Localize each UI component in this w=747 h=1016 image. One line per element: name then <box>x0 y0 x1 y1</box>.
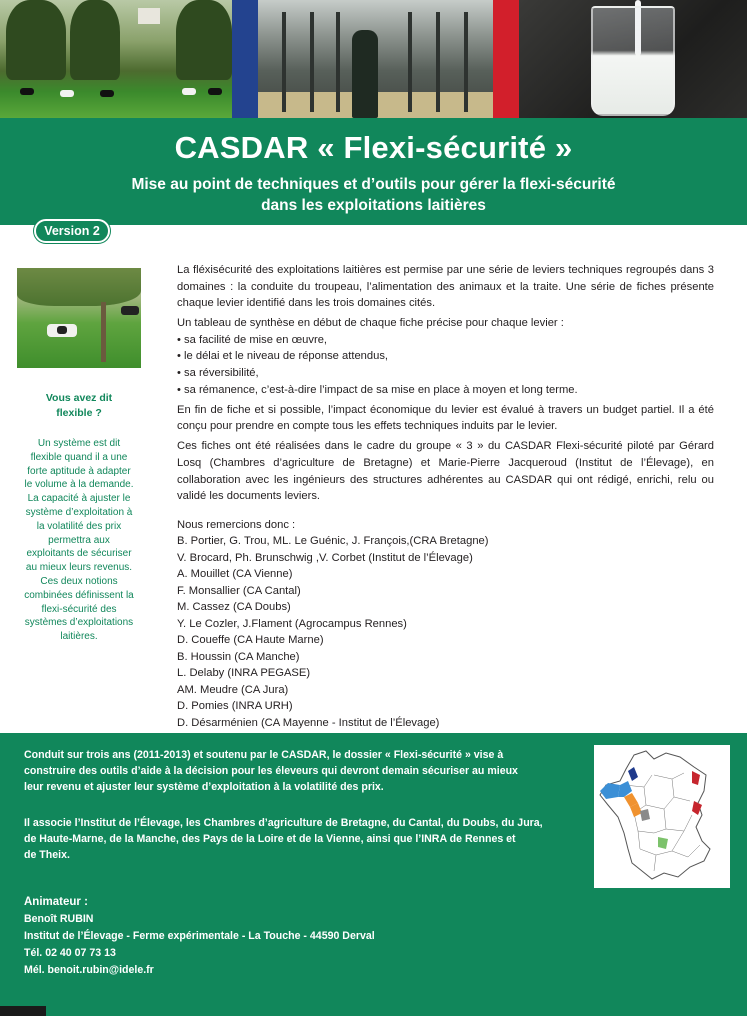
partners-paragraph <box>24 815 584 863</box>
list-item: • sa facilité de mise en œuvre, <box>177 332 714 349</box>
footer-line: leur revenu et ajuster leur système d’exploitation à la volatilité des prix. <box>24 781 384 793</box>
list-item: AM. Meudre (CA Jura) <box>177 683 289 696</box>
list-item: • le délai et le niveau de réponse attendus, <box>177 348 714 365</box>
thanks-list <box>177 533 714 731</box>
sidebar-line: forte aptitude à adapter <box>27 465 131 477</box>
sidebar-line: au mieux leurs revenus. <box>25 562 133 574</box>
project-paragraph <box>24 747 584 795</box>
list-item: A. Mouillet (CA Vienne) <box>177 568 293 581</box>
list-item: M. Cassez (CA Doubs) <box>177 601 291 614</box>
sidebar-line: La capacité à ajuster le <box>27 493 131 505</box>
sidebar-definition <box>17 437 141 644</box>
header-photo-strip <box>0 0 747 118</box>
contact-phone: Tél. 02 40 07 73 13 <box>24 947 116 959</box>
contact-address: Institut de l’Élevage - Ferme expérimentale - La Touche - 44590 Derval <box>24 930 375 942</box>
corner-mark <box>0 1006 46 1016</box>
list-item: L. Delaby (INRA PEGASE) <box>177 667 311 680</box>
list-item: V. Brocard, Ph. Brunschwig ,V. Corbet (Institut de l’Élevage) <box>177 551 473 564</box>
sidebar-question-line: Vous avez dit <box>45 392 113 404</box>
sidebar-line: systèmes d’exploitations <box>24 617 134 629</box>
economic-paragraph: En fin de fiche et si possible, l’impact économique du levier est évalué à travers un budget partiel. Il a été conçu pour prendre en compte tous les effets techniques induits par le levier. <box>177 403 714 433</box>
france-map <box>594 745 730 888</box>
list-item: B. Houssin (CA Manche) <box>177 650 300 663</box>
sidebar-line: système d’exploitation à <box>25 506 133 518</box>
list-item: F. Monsallier (CA Cantal) <box>177 584 301 597</box>
sidebar-line: le volume à la demande. <box>24 479 134 491</box>
footer-line: de Theix. <box>24 849 70 861</box>
thanks-lead: Nous remercions donc : <box>177 518 296 531</box>
list-item: D. Coueffe (CA Haute Marne) <box>177 634 324 647</box>
main-content <box>177 262 714 731</box>
sidebar-line: la volatilité des prix <box>36 520 122 532</box>
summary-lead: Un tableau de synthèse en début de chaque fiche précise pour chaque levier : <box>177 317 564 330</box>
version-badge: Version 2 <box>34 219 110 243</box>
page-title: CASDAR « Flexi-sécurité » <box>174 130 573 165</box>
sidebar-line: combinées définissent la <box>24 589 134 601</box>
sidebar-line: flexi-sécurité des <box>41 603 117 615</box>
sidebar-line: Ces deux notions <box>40 575 118 587</box>
sidebar-question <box>17 391 141 421</box>
subtitle-line: Mise au point de techniques et d’outils pour gérer la flexi-sécurité <box>131 176 616 193</box>
contact-block <box>24 911 375 979</box>
group-paragraph: Ces fiches ont été réalisées dans le cadre du groupe « 3 » du CASDAR Flexi-sécurité piloté par Gérard Losq (Chambres d’agriculture de Bretagne) et Marie-Pierre Jacqueroud (Institut de l’Élevage), en collaboration avec les ingénieurs des structures adhérentes au CASDAR qui ont rédigé, enrichi, relu ou validé les documents leviers. <box>177 440 714 503</box>
footer-line: construire des outils d’aide à la décision pour les éleveurs qui devront demain sécuriser au mieux <box>24 765 518 777</box>
contact-email: Mél. benoit.rubin@idele.fr <box>24 964 154 976</box>
milk-glass-photo <box>519 0 747 118</box>
sidebar-line: exploitants de sécuriser <box>26 548 132 560</box>
header-band <box>0 118 747 225</box>
cows-photo <box>17 268 141 368</box>
sidebar-line: laitières. <box>60 631 98 643</box>
criteria-list <box>177 332 714 398</box>
france-map-icon <box>594 745 730 888</box>
field-photo <box>0 0 232 118</box>
list-item: Y. Le Cozler, J.Flament (Agrocampus Rennes) <box>177 617 407 630</box>
subtitle-line: dans les exploitations laitières <box>261 197 486 214</box>
intro-paragraph: La fléxisécurité des exploitations laitières est permise par une série de leviers techniques regroupés dans 3 domaines : la conduite du troupeau, l’alimentation des animaux et la traite. Une série de fiches présente chaque levier identifié dans les trois domaines cités. <box>177 264 714 310</box>
footer-line: Conduit sur trois ans (2011-2013) et soutenu par le CASDAR, le dossier « Flexi-sécurité » vise à <box>24 749 504 761</box>
milking-parlour-photo <box>232 0 519 118</box>
footer-line: de Haute-Marne, de la Manche, des Pays de la Loire et de la Vienne, ainsi que l’INRA de Rennes et <box>24 833 516 845</box>
list-item: D. Pomies (INRA URH) <box>177 700 293 713</box>
contact-name: Benoît RUBIN <box>24 913 94 925</box>
list-item: • sa réversibilité, <box>177 365 714 382</box>
sidebar-line: flexible quand il a une <box>30 451 128 463</box>
page-subtitle <box>60 174 687 216</box>
footer-band <box>0 733 747 1016</box>
list-item: B. Portier, G. Trou, ML. Le Guénic, J. François,(CRA Bretagne) <box>177 535 489 548</box>
sidebar-line: permettra aux <box>48 534 110 546</box>
sidebar-line: Un système est dit <box>37 438 121 449</box>
list-item: D. Désarménien (CA Mayenne - Institut de l’Élevage) <box>177 716 440 729</box>
footer-line: Il associe l’Institut de l’Élevage, les Chambres d’agriculture de Bretagne, du Cantal, du Doubs, du Jura, <box>24 817 543 829</box>
animateur-label: Animateur : <box>24 896 88 908</box>
sidebar-question-line: flexible ? <box>56 407 102 419</box>
list-item: • sa rémanence, c’est-à-dire l’impact de sa mise en place à moyen et long terme. <box>177 382 714 399</box>
